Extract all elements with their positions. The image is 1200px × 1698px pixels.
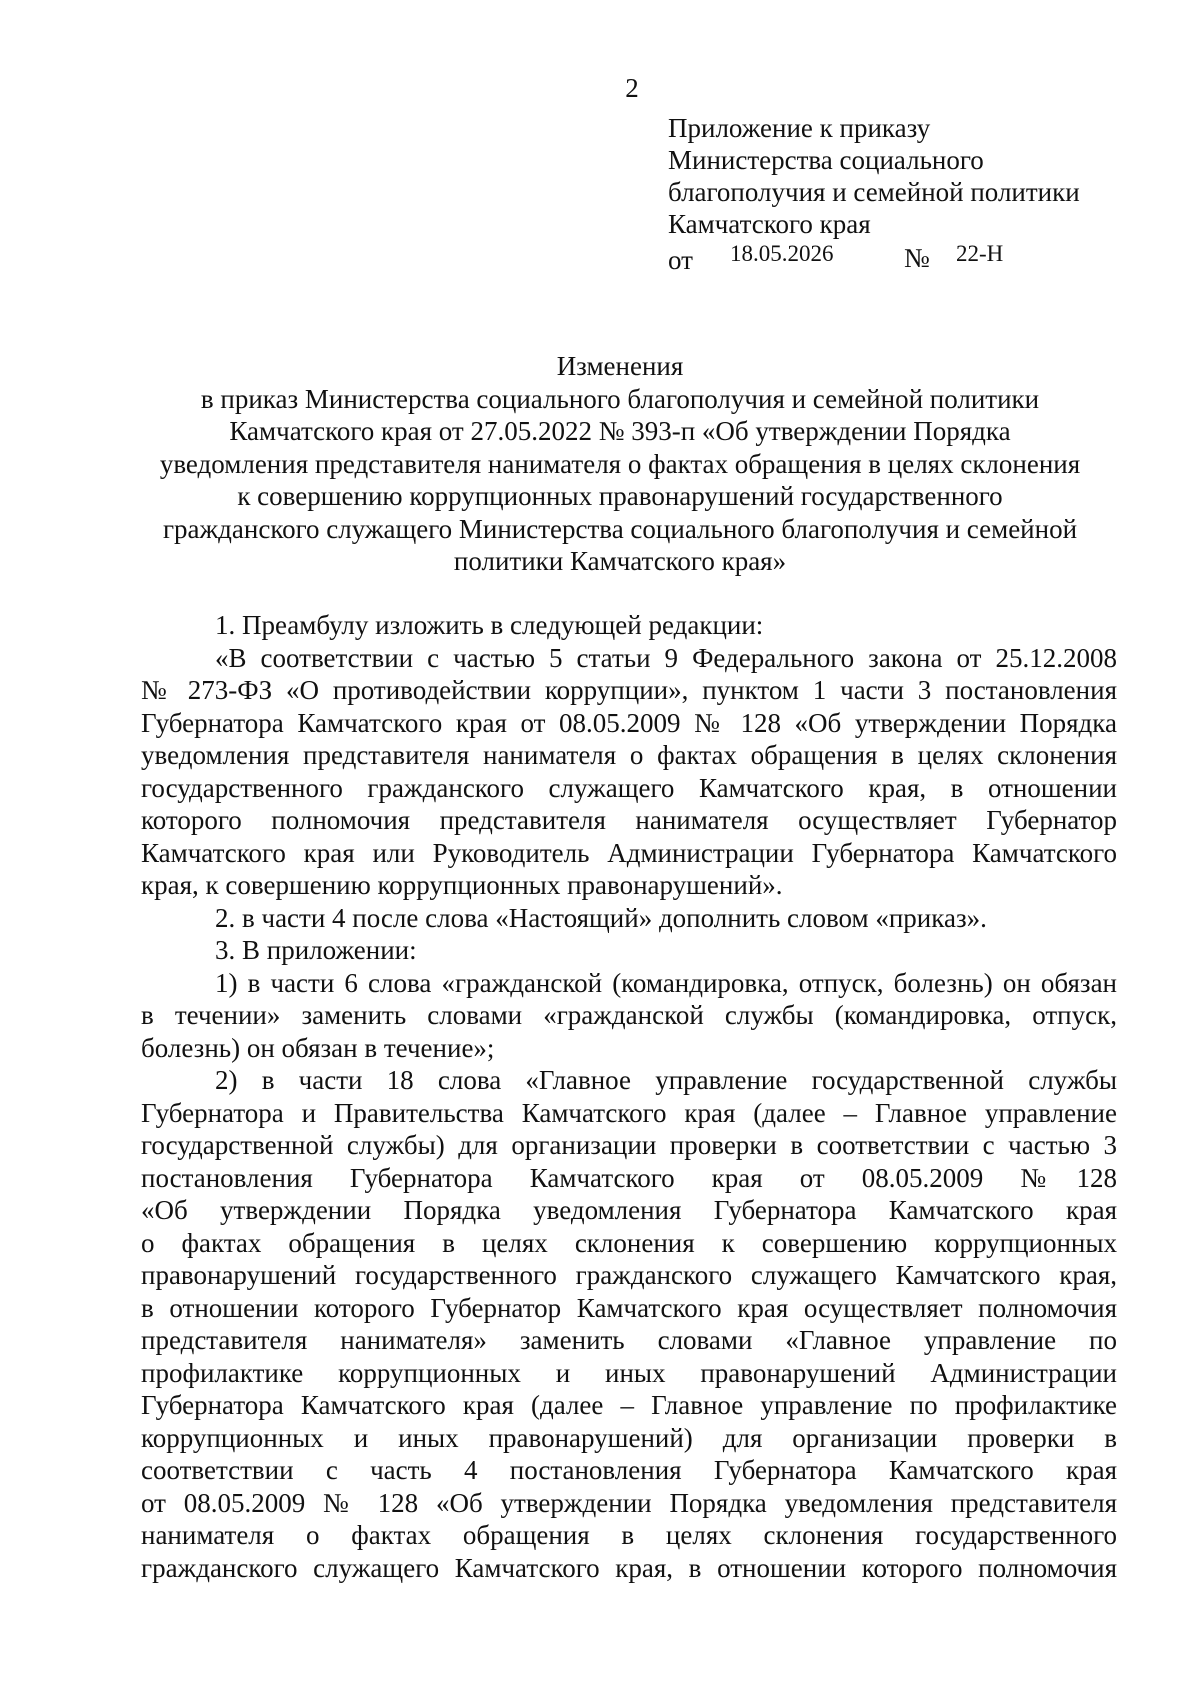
- title-line: Камчатского края от 27.05.2022 № 393-п «Об утверждении Порядка: [229, 416, 1011, 446]
- body-line: № 273-ФЗ «О противодействии коррупции», пунктом 1 части 3 постановления: [141, 675, 1117, 705]
- body-line: «Об утверждении Порядка уведомления Губернатора Камчатского края: [141, 1195, 1117, 1225]
- title-line: политики Камчатского края»: [453, 546, 787, 576]
- body-line: от 08.05.2009 № 128 «Об утверждении Порядка уведомления представителя: [141, 1487, 1117, 1518]
- body-line: края, к совершению коррупционных правонарушений».: [141, 870, 783, 900]
- body-line: «В соответствии с частью 5 статьи 9 Федерального закона от 25.12.2008: [215, 642, 1117, 673]
- title-line: уведомления представителя нанимателя о фактах обращения в целях склонения: [159, 448, 1081, 479]
- appendix-line: Камчатского края: [668, 209, 871, 239]
- title-line: Изменения: [556, 351, 684, 381]
- body-line: постановления Губернатора Камчатского края от 08.05.2009 №128: [141, 1162, 1117, 1193]
- body-line: Губернатора и Правительства Камчатского края (далее – Главное управление: [141, 1097, 1117, 1128]
- body-line: 2. в части 4 после слова «Настоящий» дополнить словом «приказ».: [215, 902, 987, 933]
- appendix-header: [668, 112, 1168, 274]
- page-number: 2: [625, 73, 639, 103]
- body-line: 2) в части 18 слова «Главное управление государственной службы: [215, 1065, 1117, 1095]
- title-line: в приказ Министерства социального благополучия и семейной политики: [200, 383, 1040, 414]
- body-line: государственного гражданского служащего Камчатского края, в отношении: [141, 772, 1117, 803]
- order-number-sign: №: [904, 243, 930, 273]
- body-line: 1) в части 6 слова «гражданской (командировка, отпуск, болезнь) он обязан: [215, 967, 1117, 998]
- body-line: о фактах обращения в целях склонения к совершению коррупционных: [141, 1227, 1117, 1258]
- body-line: болезнь) он обязан в течение»;: [141, 1032, 495, 1063]
- body-line: нанимателя о фактах обращения в целях склонения государственного: [141, 1520, 1117, 1550]
- appendix-line: Министерства социального: [668, 145, 984, 175]
- order-date: 18.05.2026: [730, 241, 834, 266]
- document-title: [120, 350, 1120, 578]
- body-line: в отношении которого Губернатор Камчатского края осуществляет полномочия: [141, 1292, 1117, 1323]
- body-line: Губернатора Камчатского края от 08.05.2009 № 128 «Об утверждении Порядка: [141, 707, 1117, 738]
- body-line: соответствии с часть 4 постановления Губернатора Камчатского края: [141, 1455, 1117, 1485]
- document-body: [141, 609, 1117, 1584]
- body-line: которого полномочия представителя нанимателя осуществляет Губернатор: [141, 805, 1117, 835]
- title-line: гражданского служащего Министерства социального благополучия и семейной: [162, 513, 1078, 544]
- body-line: 1. Преамбулу изложить в следующей редакции:: [215, 610, 764, 640]
- order-number: 22-Н: [956, 241, 1004, 266]
- appendix-line: Приложение к приказу: [668, 113, 931, 143]
- body-line: Губернатора Камчатского края (далее – Главное управление по профилактике: [141, 1390, 1117, 1420]
- body-line: профилактике коррупционных и иных правонарушений Администрации: [141, 1357, 1117, 1388]
- body-line: правонарушений государственного гражданского служащего Камчатского края,: [141, 1260, 1117, 1290]
- body-line: государственной службы) для организации проверки в соответствии с частью 3: [141, 1130, 1117, 1160]
- appendix-line: благополучия и семейной политики: [668, 177, 1080, 207]
- body-line: гражданского служащего Камчатского края, в отношении которого полномочия: [141, 1552, 1117, 1583]
- body-line: коррупционных и иных правонарушений) для организации проверки в: [141, 1422, 1117, 1453]
- body-line: представителя нанимателя» заменить словами «Главное управление по: [141, 1325, 1117, 1355]
- order-from-label: от: [668, 245, 693, 275]
- body-line: в течении» заменить словами «гражданской службы (командировка, отпуск,: [141, 1000, 1117, 1030]
- body-line: уведомления представителя нанимателя о фактах обращения в целях склонения: [141, 740, 1117, 770]
- order-reference: [668, 240, 1168, 274]
- body-line: 3. В приложении:: [215, 935, 417, 965]
- title-line: к совершению коррупционных правонарушений государственного: [237, 481, 1003, 511]
- body-line: Камчатского края или Руководитель Администрации Губернатора Камчатского: [141, 837, 1117, 868]
